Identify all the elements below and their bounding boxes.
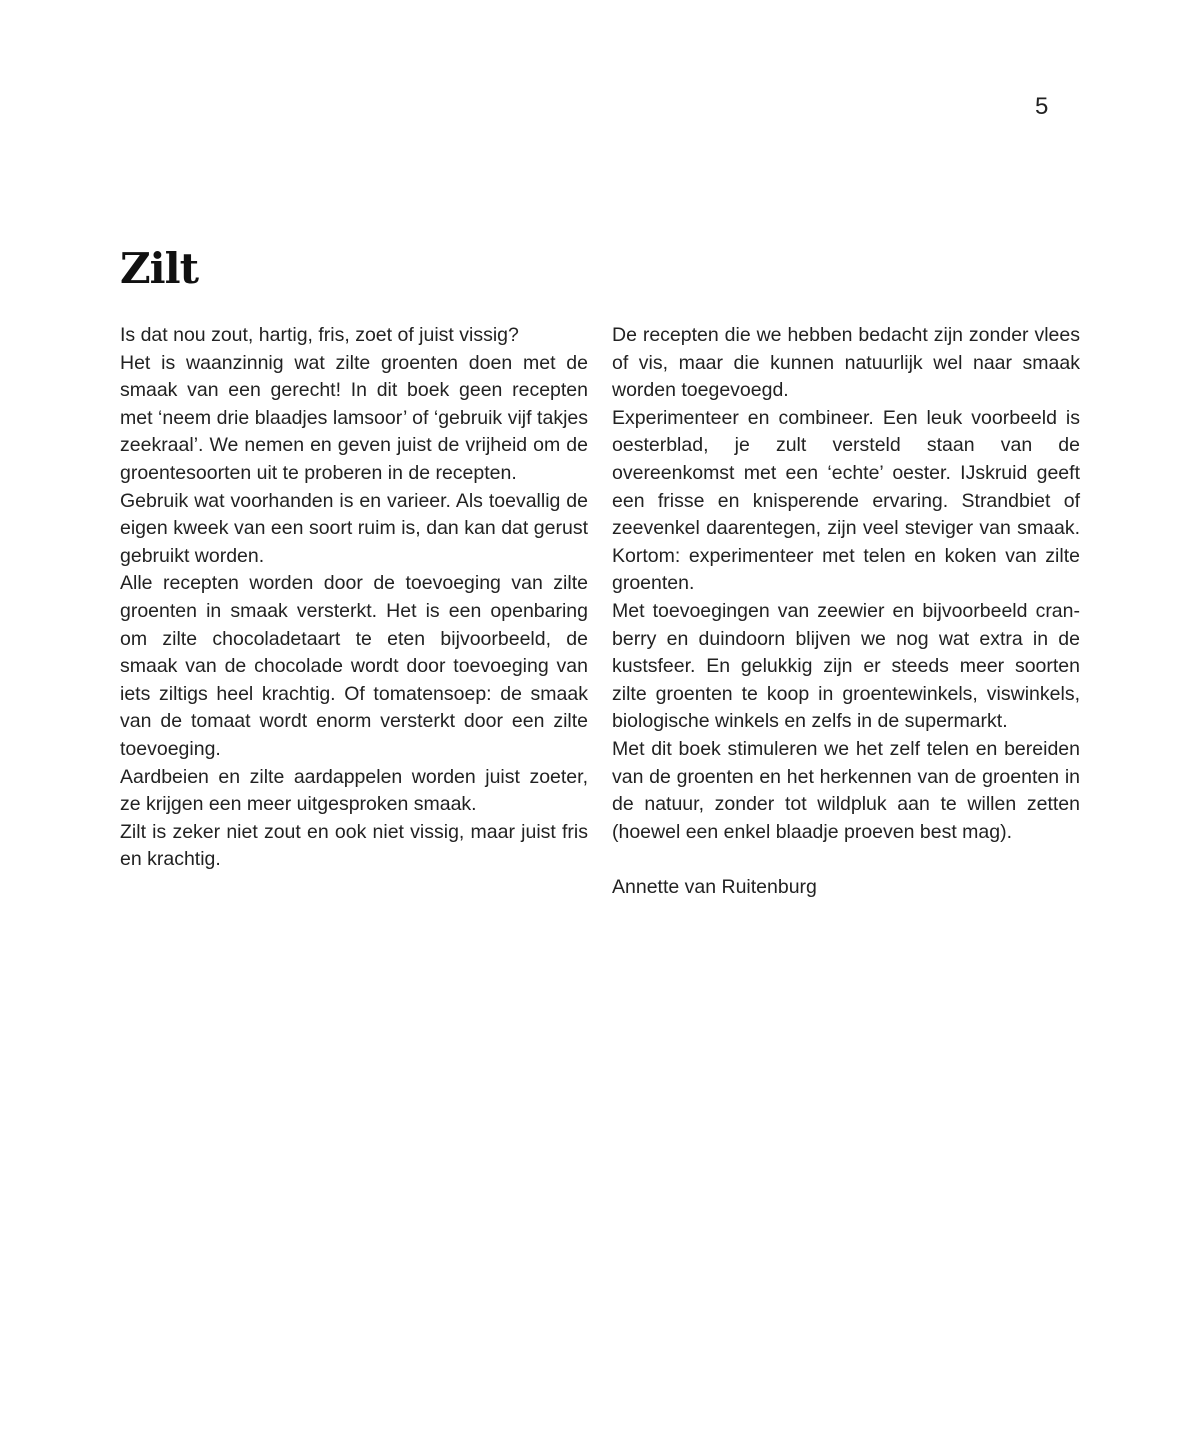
paragraph: Zilt is zeker niet zout en ook niet vissig, maar juist fris en krachtig. bbox=[120, 820, 588, 871]
page-number: 5 bbox=[1035, 93, 1049, 120]
paragraph: Aardbeien en zilte aardappelen worden juist zoeter, ze krijgen een meer uitgesproken smaak. bbox=[120, 765, 588, 816]
right-text-column bbox=[612, 322, 1080, 901]
paragraph: Experimenteer en combineer. Een leuk voorbeeld is oesterblad, je zult versteld staan van de overeenkomst met een ‘echte’ oester. IJskruid geeft een frisse en knisperende ervaring. Strandbiet of zeevenkel daarentegen, zijn veel steviger van smaak. Kortom: experimenteer met telen en koken van zilte groenten. bbox=[612, 406, 1080, 595]
paragraph: Het is waanzinnig wat zilte groenten doen met de smaak van een gerecht! In dit boek geen recepten met ‘neem drie blaadjes lamsoor’ of ‘gebruik vijf takjes zeekraal’. We nemen en geven juist de vrijheid om de groentesoorten uit te proberen in de recepten. bbox=[120, 351, 588, 484]
left-text-column bbox=[120, 322, 588, 874]
author-signature: Annette van Ruitenburg bbox=[612, 875, 817, 898]
paragraph: Gebruik wat voorhanden is en varieer. Als toevallig de eigen kweek van een soort ruim is, dan kan dat gerust gebruikt worden. bbox=[120, 489, 588, 567]
paragraph: Is dat nou zout, hartig, fris, zoet of juist vissig? bbox=[120, 324, 519, 346]
paragraph: Alle recepten worden door de toevoeging van zilte groenten in smaak versterkt. Het is een openbaring om zilte chocoladetaart te eten bijvoorbeeld, de smaak van de chocolade wordt door toevoeging van iets ziltigs heel krachtig. Of tomatensoep: de smaak van de tomaat wordt enorm versterkt door een zilte toevoeging. bbox=[120, 572, 588, 760]
paragraph: Met dit boek stimuleren we het zelf telen en bereiden van de groenten en het herkennen van de groenten in de natuur, zonder tot wildpluk aan te willen zetten (hoewel een enkel blaadje proeven best mag). bbox=[612, 737, 1080, 843]
paragraph: Met toevoegingen van zeewier en bijvoorbeeld cranberry en duindoorn blijven we nog wat extra in de kustsfeer. En gelukkig zijn er steeds meer soorten zilte groenten te koop in groentewinkels, viswinkels, biologische winkels en zelfs in de supermarkt. bbox=[612, 599, 1080, 733]
page-title: Zilt bbox=[120, 244, 198, 293]
paragraph: De recepten die we hebben bedacht zijn zonder vlees of vis, maar die kunnen natuurlijk wel naar smaak worden toegevoegd. bbox=[612, 324, 1080, 402]
